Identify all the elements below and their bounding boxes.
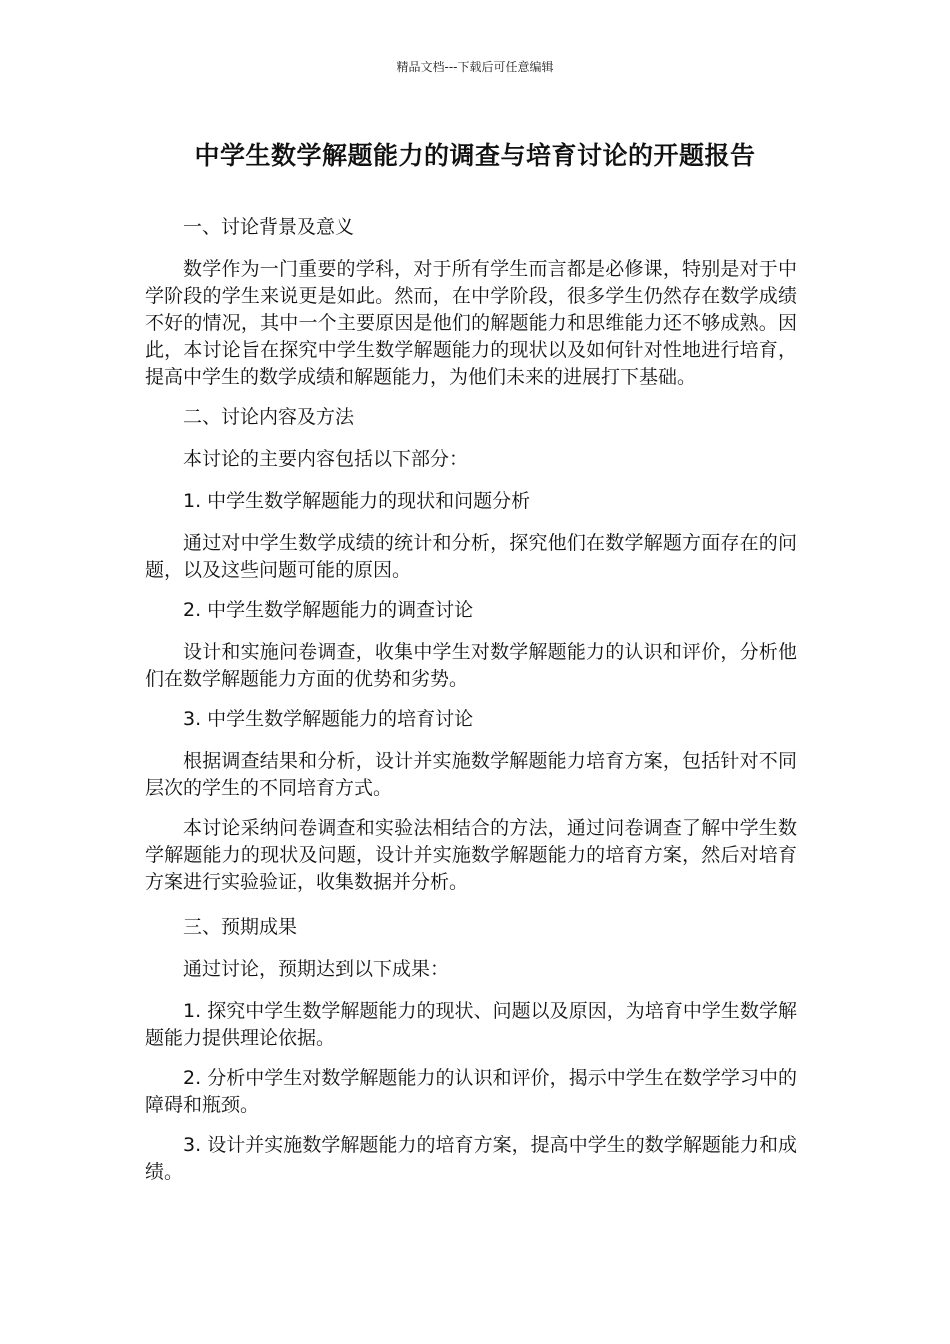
document-body: [145, 214, 797, 1199]
list-item-heading-1: 1. 中学生数学解题能力的现状和问题分析: [183, 490, 531, 512]
list-item-heading-3: 3. 中学生数学解题能力的培育讨论: [183, 708, 474, 730]
paragraph-item-1: 通过对中学生数学成绩的统计和分析，探究他们在数学解题方面存在的问题，以及这些问题可能的原因。: [145, 532, 797, 581]
section-heading-expected-results: 三、预期成果: [183, 916, 298, 938]
result-item-3: 3. 设计并实施数学解题能力的培育方案，提高中学生的数学解题能力和成绩。: [145, 1134, 797, 1183]
result-item-1: 1. 探究中学生数学解题能力的现状、问题以及原因，为培育中学生数学解题能力提供理论依据。: [145, 1000, 797, 1049]
paragraph-content-intro: 本讨论的主要内容包括以下部分：: [183, 448, 469, 470]
list-item-heading-2: 2. 中学生数学解题能力的调查讨论: [183, 599, 474, 621]
paragraph-item-3: 根据调查结果和分析，设计并实施数学解题能力培育方案，包括针对不同层次的学生的不同培育方式。: [145, 750, 797, 799]
paragraph-method: 本讨论采纳问卷调查和实验法相结合的方法，通过问卷调查了解中学生数学解题能力的现状及问题，设计并实施数学解题能力的培育方案，然后对培育方案进行实验验证，收集数据并分析。: [145, 817, 797, 893]
result-item-2: 2. 分析中学生对数学解题能力的认识和评价，揭示中学生在数学学习中的障碍和瓶颈。: [145, 1067, 797, 1116]
paragraph-item-2: 设计和实施问卷调查，收集中学生对数学解题能力的认识和评价，分析他们在数学解题能力方面的优势和劣势。: [145, 641, 797, 690]
paragraph-background: 数学作为一门重要的学科，对于所有学生而言都是必修课，特别是对于中学阶段的学生来说更是如此。然而，在中学阶段，很多学生仍然存在数学成绩不好的情况，其中一个主要原因是他们的解题能力和思维能力还不够成熟。因此，本讨论旨在探究中学生数学解题能力的现状以及如何针对性地进行培育，提高中学生的数学成绩和解题能力，为他们未来的进展打下基础。: [145, 258, 797, 388]
section-heading-background: 一、讨论背景及意义: [183, 216, 355, 238]
document-title: 中学生数学解题能力的调查与培育讨论的开题报告: [194, 141, 756, 170]
paragraph-results-intro: 通过讨论，预期达到以下成果：: [183, 958, 450, 980]
header-note: 精品文档---下载后可任意编辑: [396, 60, 554, 74]
section-heading-content-method: 二、讨论内容及方法: [183, 406, 355, 428]
